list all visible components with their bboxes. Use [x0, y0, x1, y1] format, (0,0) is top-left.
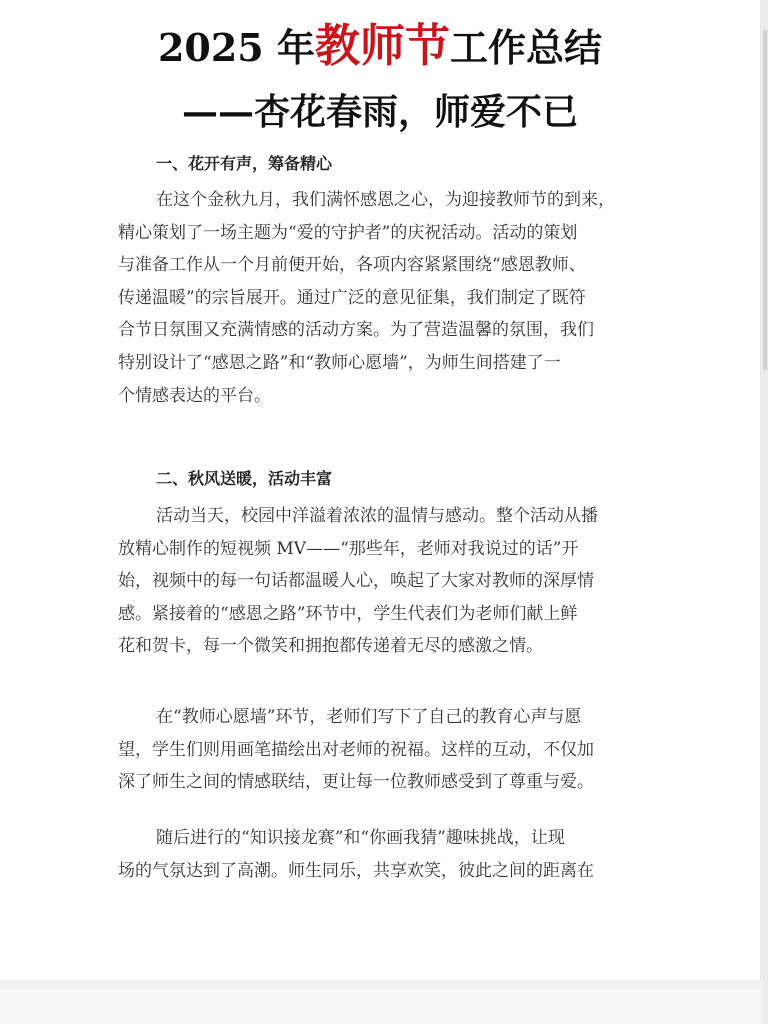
- paragraph-line: 合节日氛围又充满情感的活动方案。为了营造温馨的氛围，我们: [118, 320, 594, 341]
- document-title: [0, 18, 760, 76]
- document-subtitle: ——杏花春雨，师爱不已: [181, 91, 578, 133]
- paragraph-line: 场的气氛达到了高潮。师生同乐，共享欢笑，彼此之间的距离在: [118, 860, 594, 881]
- page-footer-gap: [0, 990, 760, 1024]
- paragraph-line: 花和贺卡，每一个微笑和拥抱都传递着无尽的感激之情。: [118, 636, 543, 657]
- scrollbar-thumb[interactable]: [763, 30, 767, 370]
- paragraph-line: 始，视频中的每一句话都温暖人心，唤起了大家对教师的深厚情: [118, 571, 594, 592]
- paragraph-line: 传递温暖”的宗旨展开。通过广泛的意见征集，我们制定了既符: [118, 287, 586, 308]
- paragraph-line: 活动当天，校园中洋溢着浓浓的温情与感动。整个活动从播: [156, 506, 598, 526]
- paragraph: [118, 184, 656, 412]
- paragraph-line: 随后进行的“知识接龙赛”和“你画我猜”趣味挑战，让现: [156, 828, 565, 848]
- paragraph-line: 特别设计了“感恩之路”和“教师心愿墙”，为师生间搭建了一: [118, 352, 561, 373]
- paragraph-line: 放精心制作的短视频 MV——“那些年，老师对我说过的话”开: [118, 538, 579, 559]
- section-heading-2: 二、秋风送暖，活动丰富: [156, 469, 333, 488]
- paragraph: [118, 701, 656, 799]
- paragraph-line: 精心策划了一场主题为“爱的守护者”的庆祝活动。活动的策划: [118, 222, 578, 243]
- paragraph: [118, 822, 656, 887]
- vertical-scrollbar[interactable]: [762, 0, 768, 1024]
- paragraph-line: 深了师生之间的情感联结，更让每一位教师感受到了尊重与爱。: [118, 772, 594, 793]
- paragraph-line: 与准备工作从一个月前便开始，各项内容紧紧围绕“感恩教师、: [118, 255, 586, 276]
- section-heading-1: 一、花开有声，筹备精心: [156, 154, 333, 173]
- title-year: 2025 年: [157, 25, 315, 70]
- title-rest: 工作总结: [450, 25, 603, 70]
- paragraph-line: 感。紧接着的“感恩之路”环节中，学生代表们为老师们献上鲜: [118, 603, 578, 624]
- paragraph-line: 在“教师心愿墙”环节，老师们写下了自己的教育心声与愿: [156, 707, 582, 727]
- paragraph-line: 在这个金秋九月，我们满怀感恩之心，为迎接教师节的到来，: [156, 190, 615, 210]
- title-highlight: 教师节: [314, 19, 450, 72]
- paragraph-line: 望，学生们则用画笔描绘出对老师的祝福。这样的互动，不仅加: [118, 739, 594, 760]
- paragraph: [118, 500, 656, 663]
- paragraph-line: 个情感表达的平台。: [118, 385, 271, 406]
